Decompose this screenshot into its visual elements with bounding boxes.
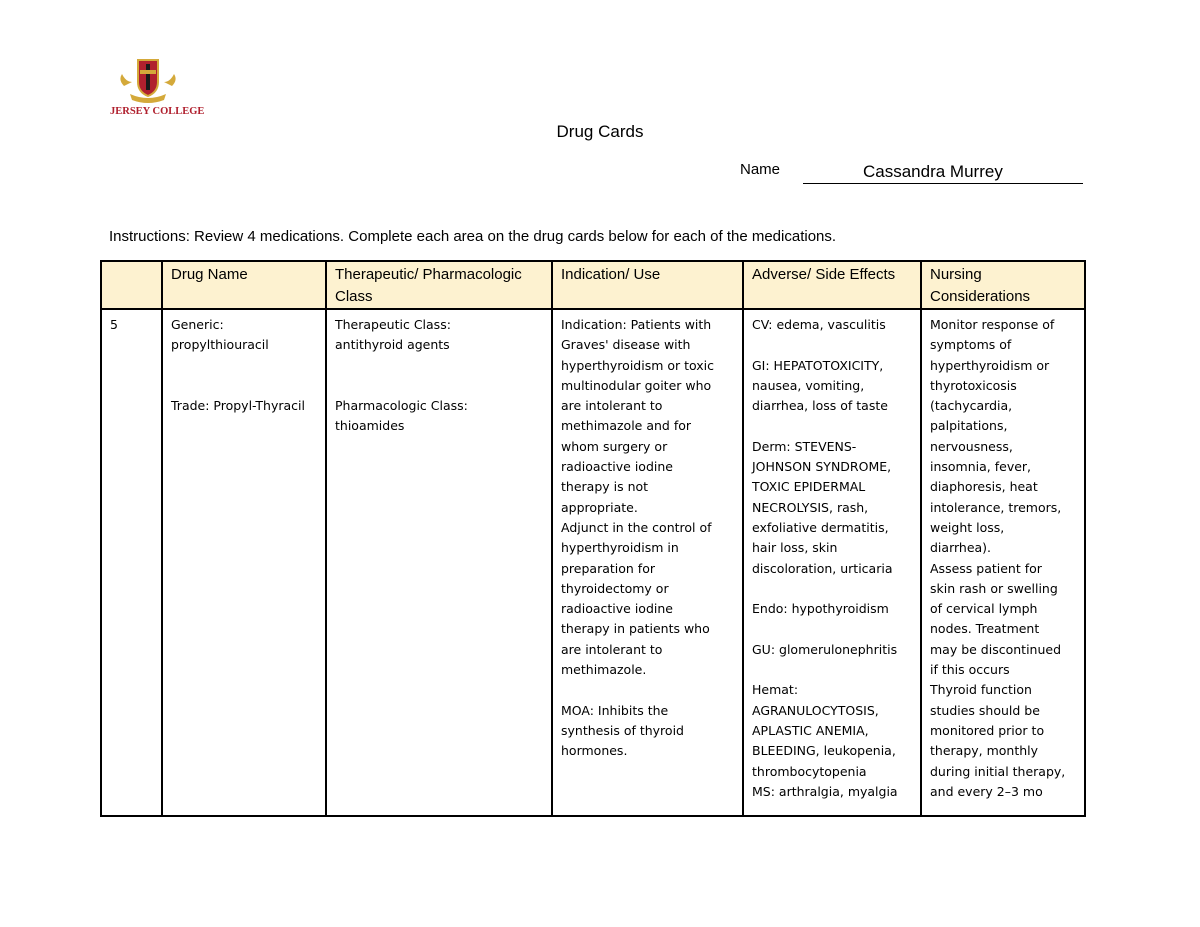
cell-text-line: nodes. Treatment [930, 621, 1040, 637]
cell-text-line: thyrotoxicosis [930, 377, 1017, 393]
cell-text-line: JOHNSON SYNDROME, [752, 459, 892, 475]
header-cell-indication: Indication/ Use [552, 261, 743, 309]
cell-text-line: thyroidectomy or [561, 580, 669, 596]
adverse-effects-cell[interactable] [743, 309, 921, 816]
cell-text-line: synthesis of thyroid [561, 722, 684, 738]
cell-text-line: Graves' disease with [561, 337, 691, 353]
cell-text-line: hyperthyroidism or toxic [561, 357, 715, 373]
cell-text-line: diaphoresis, heat [930, 479, 1038, 495]
cell-text-line: thioamides [335, 418, 405, 434]
cell-text-line: weight loss, [930, 519, 1005, 535]
cell-text-line: symptoms of [930, 337, 1012, 353]
svg-text:JERSEY COLLEGE: JERSEY COLLEGE [110, 106, 205, 117]
cell-text-line: discoloration, urticaria [752, 560, 893, 576]
table-header-row [101, 261, 1085, 309]
cell-text-line: APLASTIC ANEMIA, [752, 722, 869, 738]
cell-text-line: GU: glomerulonephritis [752, 641, 898, 657]
cell-text-line: preparation for [561, 560, 655, 576]
cell-text-line: diarrhea). [930, 540, 992, 556]
cell-text-line: palpitations, [930, 418, 1008, 434]
cell-text-line: Derm: STEVENS- [752, 438, 857, 454]
blank-line [171, 356, 317, 376]
cell-text-line: MS: arthralgia, myalgia [752, 783, 898, 799]
cell-text-line: during initial therapy, [930, 763, 1066, 779]
header-cell-number [101, 261, 162, 309]
nursing-considerations-cell[interactable] [921, 309, 1085, 816]
row-number: 5 [101, 309, 162, 816]
cell-text-line: TOXIC EPIDERMAL [752, 479, 866, 495]
name-label: Name [740, 161, 781, 178]
cell-text-line: antithyroid agents [335, 337, 450, 353]
blank-line [335, 376, 543, 396]
cell-text-line: intolerance, tremors, [930, 499, 1062, 515]
cell-text-line: nausea, vomiting, [752, 377, 865, 393]
cell-text-line: hyperthyroidism or [930, 357, 1050, 373]
blank-line [335, 356, 543, 376]
blank-line [561, 680, 734, 700]
cell-text-line: whom surgery or [561, 438, 668, 454]
blank-line [752, 335, 912, 355]
cell-text-line: monitored prior to [930, 722, 1045, 738]
cell-text-line: insomnia, fever, [930, 459, 1032, 475]
instructions-text: Instructions: Review 4 medications. Complete each area on the drug cards below for each of the medications. [109, 228, 837, 245]
cell-text-line: therapy, monthly [930, 743, 1039, 759]
cell-text-line: multinodular goiter who [561, 377, 712, 393]
page-title: Drug Cards [556, 122, 644, 141]
blank-line [752, 619, 912, 639]
cell-text-line: radioactive iodine [561, 601, 673, 617]
cell-text-line: methimazole. [561, 662, 647, 678]
cell-text-line: nervousness, [930, 438, 1013, 454]
cell-text-line: hair loss, skin [752, 540, 838, 556]
cell-text-line: appropriate. [561, 499, 638, 515]
drug-card-table [100, 260, 1086, 817]
cell-text-line: methimazole and for [561, 418, 692, 434]
cell-text-line: Thyroid function [930, 682, 1032, 698]
table-row [101, 309, 1085, 816]
college-logo [108, 56, 205, 117]
cell-text-line: are intolerant to [561, 641, 663, 657]
cell-text-line: Assess patient for [930, 560, 1042, 576]
blank-line [752, 579, 912, 599]
cell-text-line: Indication: Patients with [561, 317, 712, 332]
cell-text-line: and every 2–3 mo [930, 783, 1043, 799]
cell-text-line: Monitor response of [930, 317, 1055, 332]
cell-text-line: therapy in patients who [561, 621, 710, 637]
header-cell-nursing: Nursing Considerations [921, 261, 1085, 309]
cell-text-line: hormones. [561, 743, 628, 759]
cell-text-line: Hemat: [752, 682, 799, 698]
cell-text-line: BLEEDING, leukopenia, [752, 743, 896, 759]
cell-text-line: if this occurs [930, 662, 1010, 678]
cell-text-line: hyperthyroidism in [561, 540, 679, 556]
drug-name-cell[interactable] [162, 309, 326, 816]
cell-text-line: therapy is not [561, 479, 649, 495]
header-cell-drug-name: Drug Name [162, 261, 326, 309]
name-value: Cassandra Murrey [863, 162, 1003, 181]
cell-text-line: studies should be [930, 702, 1040, 718]
cell-text-line: (tachycardia, [930, 398, 1013, 414]
cell-text-line: MOA: Inhibits the [561, 702, 669, 718]
cell-text-line: Therapeutic Class: [335, 317, 451, 332]
cell-text-line: radioactive iodine [561, 459, 673, 475]
class-cell[interactable] [326, 309, 552, 816]
cell-text-line: Endo: hypothyroidism [752, 601, 889, 617]
cell-text-line: exfoliative dermatitis, [752, 519, 889, 535]
indication-cell[interactable] [552, 309, 743, 816]
cell-text-line: skin rash or swelling [930, 580, 1058, 596]
blank-line [752, 660, 912, 680]
cell-text-line: propylthiouracil [171, 337, 269, 353]
cell-text-line: thrombocytopenia [752, 763, 867, 779]
cell-text-line: NECROLYSIS, rash, [752, 499, 869, 515]
cell-text-line: CV: edema, vasculitis [752, 317, 886, 332]
cell-text-line: are intolerant to [561, 398, 663, 414]
cell-text-line: Generic: [171, 317, 224, 332]
cell-text-line: GI: HEPATOTOXICITY, [752, 357, 884, 373]
header-cell-adverse: Adverse/ Side Effects [743, 261, 921, 309]
name-field[interactable] [803, 162, 1083, 184]
cell-text-line: diarrhea, loss of taste [752, 398, 888, 414]
cell-text-line: Adjunct in the control of [561, 519, 712, 535]
cell-text-line: AGRANULOCYTOSIS, [752, 702, 879, 718]
cell-text-line: of cervical lymph [930, 601, 1038, 617]
cell-text-line: may be discontinued [930, 641, 1062, 657]
blank-line [752, 416, 912, 436]
header-cell-class: Therapeutic/ Pharmacologic Class [326, 261, 552, 309]
cell-text-line: Pharmacologic Class: [335, 398, 468, 414]
blank-line [171, 376, 317, 396]
cell-text-line: Trade: Propyl-Thyracil [171, 398, 305, 414]
